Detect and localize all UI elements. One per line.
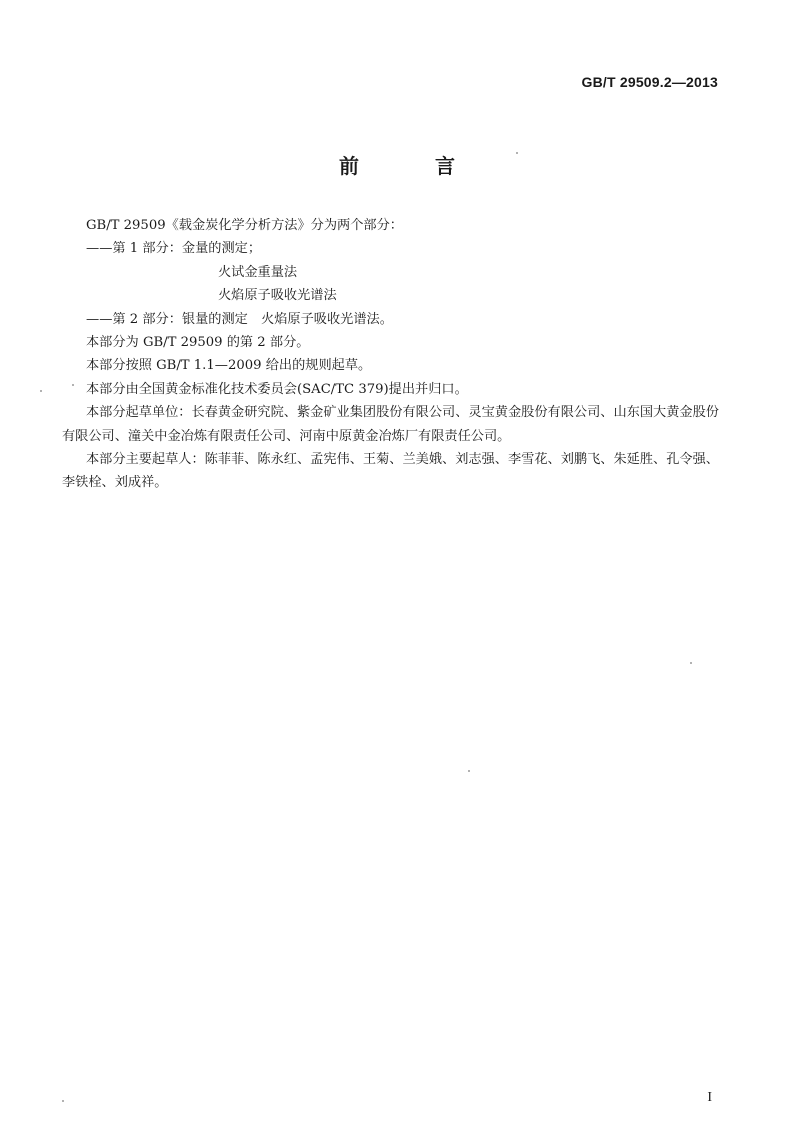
drafting-rules-paragraph: 本部分按照 GB/T 1.1—2009 给出的规则起草。 <box>86 358 372 374</box>
drafters-paragraph: 本部分主要起草人：陈菲菲、陈永红、孟宪伟、王菊、兰美娥、刘志强、李雪花、刘鹏飞、朱延胜、孔令强、李铁栓、刘成祥。 <box>62 452 719 491</box>
scan-speck <box>516 152 518 154</box>
page-title: 前 言 <box>339 154 483 178</box>
part1-method-aas: 火焰原子吸收光谱法 <box>218 288 337 304</box>
part1-method-fire-assay: 火试金重量法 <box>218 264 298 280</box>
page-number: I <box>707 1090 712 1105</box>
proposed-by-paragraph: 本部分由全国黄金标准化技术委员会(SAC/TC 379)提出并归口。 <box>86 381 468 397</box>
scan-speck <box>468 770 470 772</box>
standard-number: GB/T 29509.2—2013 <box>581 74 718 90</box>
scan-speck <box>62 1100 64 1102</box>
drafting-units-paragraph: 本部分起草单位：长春黄金研究院、紫金矿业集团股份有限公司、灵宝黄金股份有限公司、山东国大黄金股份有限公司、潼关中金冶炼有限责任公司、河南中原黄金冶炼厂有限责任公司。 <box>62 405 719 444</box>
scan-speck <box>72 384 74 386</box>
part2-item: ——第 2 部分：银量的测定 火焰原子吸收光谱法。 <box>86 311 393 327</box>
scan-speck <box>40 390 42 392</box>
scan-speck <box>690 662 692 664</box>
intro-paragraph: GB/T 29509《载金炭化学分析方法》分为两个部分： <box>86 218 403 233</box>
this-part-paragraph: 本部分为 GB/T 29509 的第 2 部分。 <box>86 335 310 351</box>
part1-item: ——第 1 部分：金量的测定； <box>86 241 262 257</box>
foreword-body <box>62 214 728 495</box>
